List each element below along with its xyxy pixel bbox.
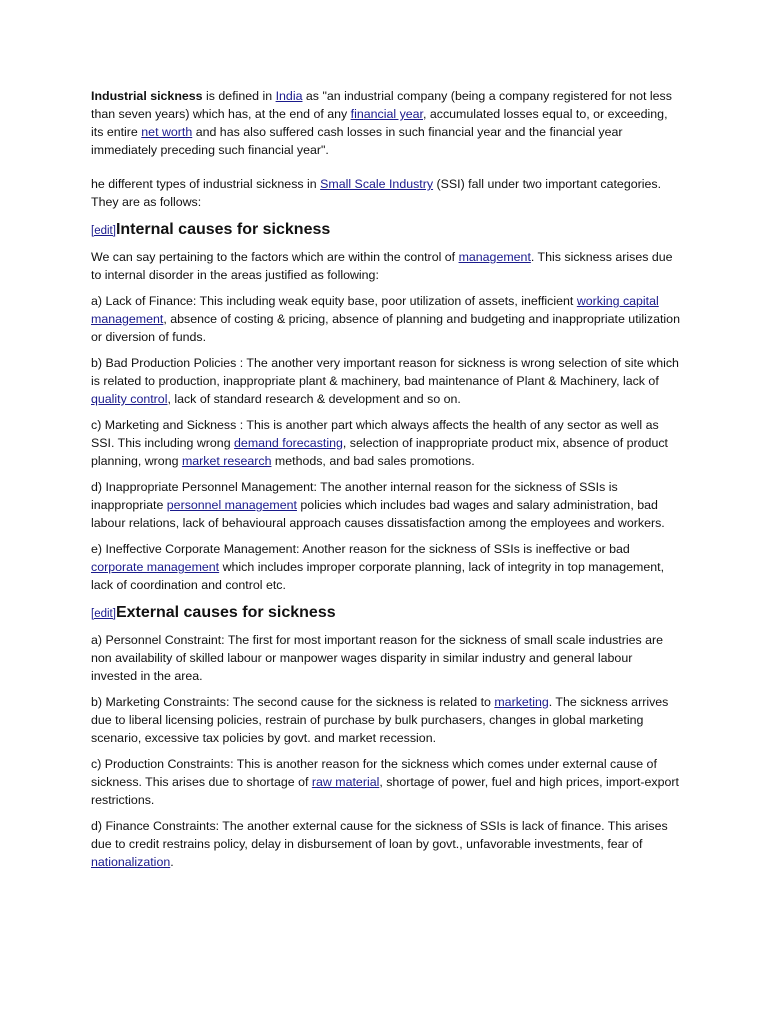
text: policies which includes bad wages and salary administration, bad labour relations, lack of behavioural approach causes dissatisfaction among the employees and workers. — [91, 498, 665, 530]
link-raw-material[interactable]: raw material — [311, 775, 380, 789]
link-market-research[interactable]: market research — [181, 454, 272, 468]
internal-item-c — [91, 416, 680, 470]
text: (SSI) fall under two important categories. They are as follows: — [91, 177, 662, 209]
text: he different types of industrial sickness in — [91, 177, 321, 191]
heading-text: Internal causes for sickness — [115, 221, 331, 238]
link-personnel-management[interactable]: personnel management — [166, 498, 297, 512]
link-financial-year[interactable]: financial year — [350, 107, 423, 121]
internal-lead-paragraph — [91, 248, 680, 284]
link-corporate-management[interactable]: corporate management — [91, 560, 220, 574]
text: b) Marketing Constraints: The second cause for the sickness is related to — [91, 695, 495, 709]
text: d) Inappropriate Personnel Management: The another internal reason for the sickness of SSIs is inappropriate — [91, 480, 618, 512]
external-item-b — [91, 693, 680, 747]
text: is defined in — [202, 89, 276, 103]
link-management[interactable]: management — [458, 250, 531, 264]
text: e) Ineffective Corporate Management: Another reason for the sickness of SSIs is ineffective or bad — [91, 542, 630, 556]
text: which includes improper corporate planning, lack of integrity in top management, lack of coordination and control etc. — [91, 560, 665, 592]
text: . This sickness arises due to internal disorder in the areas justified as following: — [91, 250, 673, 282]
section-heading-internal — [91, 219, 680, 242]
text: . — [170, 855, 174, 869]
internal-item-e — [91, 540, 680, 594]
link-working-capital-management[interactable]: working capital management — [91, 294, 659, 326]
internal-item-d — [91, 478, 680, 532]
text: a) Lack of Finance: This including weak equity base, poor utilization of assets, inefficient — [91, 294, 577, 308]
text: , selection of inappropriate product mix, absence of product planning, wrong — [91, 436, 668, 468]
edit-link-internal[interactable]: [edit] — [91, 225, 116, 237]
section-heading-external — [91, 602, 680, 625]
text: c) Marketing and Sickness : This is another part which always affects the health of any sector as well as SSI. This including wrong — [91, 418, 659, 450]
external-item-d — [91, 817, 680, 871]
link-quality-control[interactable]: quality control — [91, 392, 168, 406]
link-demand-forecasting[interactable]: demand forecasting — [234, 436, 343, 450]
text: , lack of standard research & development and so on. — [167, 392, 461, 406]
text: c) Production Constraints: This is another reason for the sickness which comes under external cause of sickness. This arises due to shortage of — [91, 757, 657, 789]
link-small-scale-industry[interactable]: Small Scale Industry — [320, 177, 434, 191]
intro-term: Industrial sickness — [91, 89, 203, 103]
types-paragraph — [91, 175, 680, 211]
link-marketing[interactable]: marketing — [494, 695, 549, 709]
external-item-c — [91, 755, 680, 809]
text: , shortage of power, fuel and high prices, import-export restrictions. — [91, 775, 679, 807]
intro-paragraph — [91, 87, 680, 159]
internal-item-b — [91, 354, 680, 408]
text: , accumulated losses equal to, or exceeding, its entire — [91, 107, 668, 139]
link-net-worth[interactable]: net worth — [141, 125, 193, 139]
text: b) Bad Production Policies : The another very important reason for sickness is wrong selection of site which is related to production, inappropriate plant & machinery, bad maintenance of Plant & Machinery, lack of — [91, 356, 679, 388]
text: . The sickness arrives due to liberal licensing policies, restrain of purchase by bulk purchasers, changes in global marketing scenario, excessive tax policies by govt. and market recession. — [91, 695, 669, 745]
text: methods, and bad sales promotions. — [271, 454, 475, 468]
internal-item-a — [91, 292, 680, 346]
link-india[interactable]: India — [275, 89, 303, 103]
external-item-a — [91, 631, 680, 685]
text: We can say pertaining to the factors which are within the control of — [91, 250, 459, 264]
link-nationalization[interactable]: nationalization — [91, 855, 171, 869]
text: and has also suffered cash losses in such financial year and the financial year immediately preceding such financial year". — [91, 125, 623, 157]
heading-text: External causes for sickness — [115, 604, 336, 621]
edit-link-external[interactable]: [edit] — [91, 608, 116, 620]
text: d) Finance Constraints: The another external cause for the sickness of SSIs is lack of finance. This arises due to credit restrains policy, delay in disbursement of loan by govt., unfavorable investments, fear of — [91, 819, 668, 851]
text: as "an industrial company (being a company registered for not less than seven years) which has, at the end of any — [91, 89, 672, 121]
text: , absence of costing & pricing, absence of planning and budgeting and inappropriate utilization or diversion of funds. — [91, 312, 680, 344]
text: a) Personnel Constraint: The first for most important reason for the sickness of small scale industries are non availability of skilled labour or manpower wages disparity in similar industry and general labour invested in the area. — [91, 633, 664, 683]
